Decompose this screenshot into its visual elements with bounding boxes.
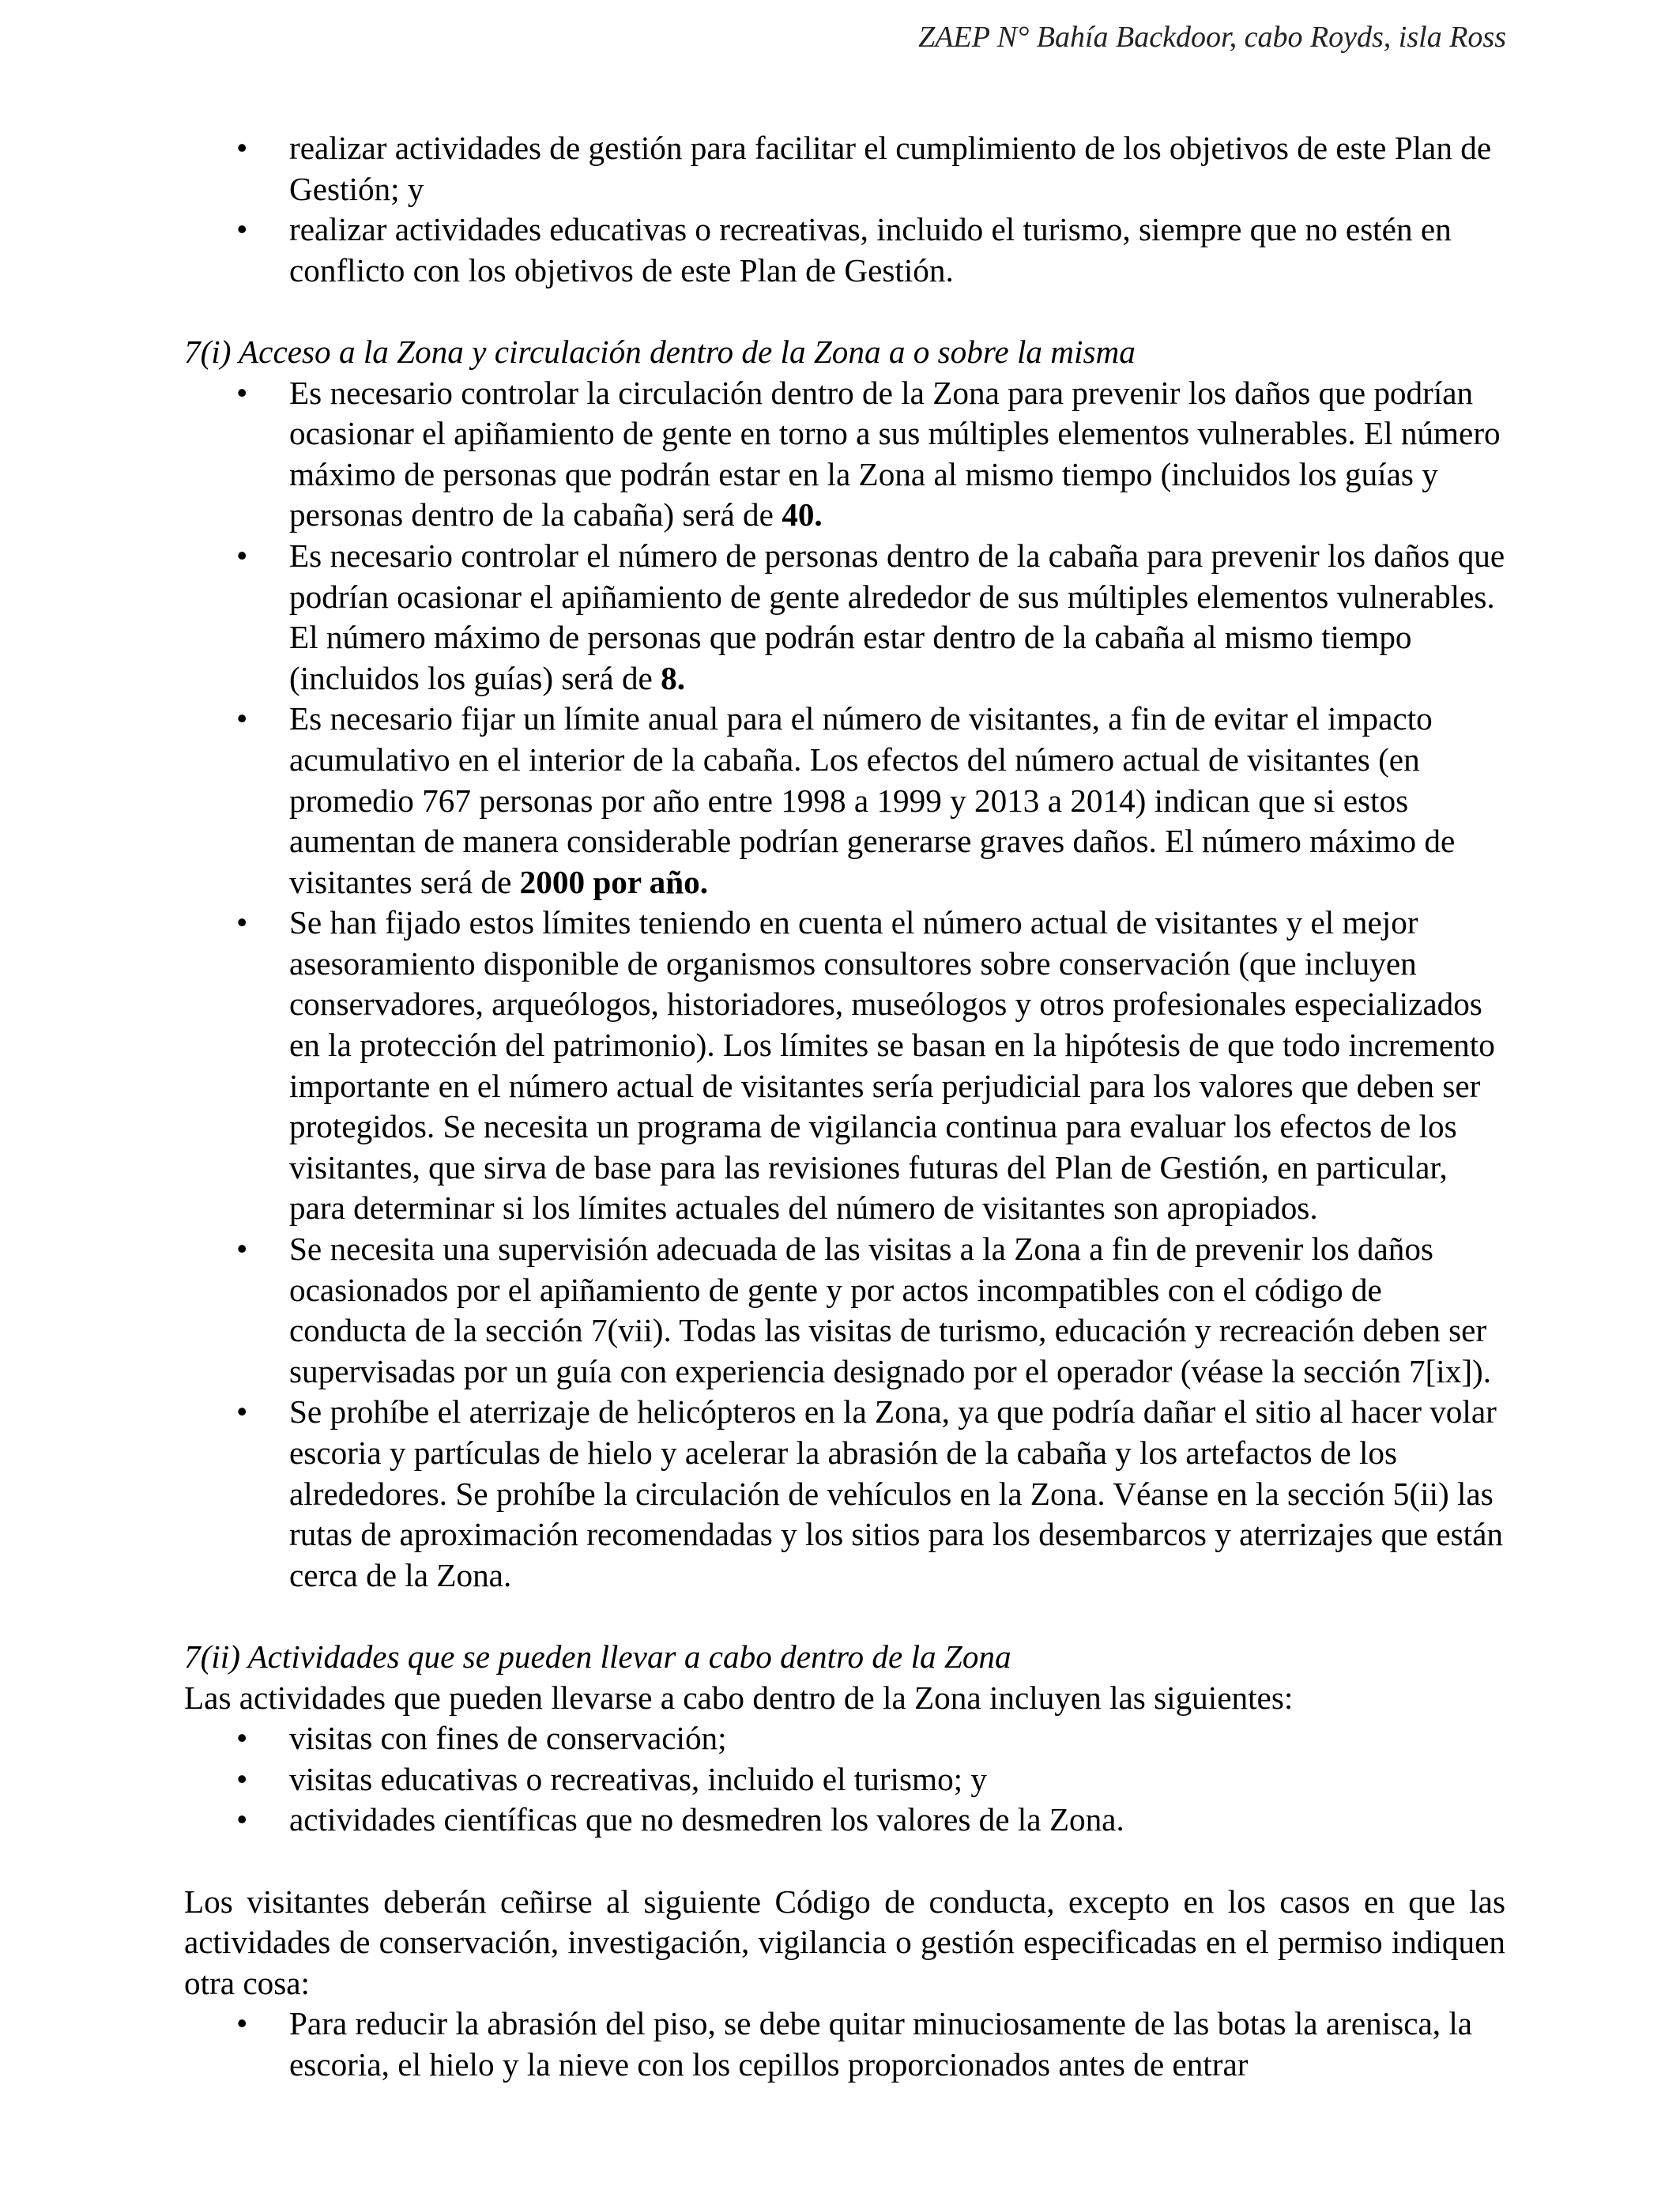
list-item bbox=[184, 903, 1505, 1229]
running-header: ZAEP N° Bahía Backdoor, cabo Royds, isla Ross bbox=[918, 21, 1506, 54]
list-item bbox=[184, 373, 1505, 536]
item-text: Es necesario controlar el número de personas dentro de la cabaña para prevenir los daños que podrían ocasionar el apiñamiento de gente alrededor de sus múltiples elementos vulnerables. El número máximo de personas que podrán estar dentro de la cabaña al mismo tiempo (incluidos los guías) será de bbox=[289, 537, 1505, 696]
list-item bbox=[184, 536, 1505, 699]
list-item: • actividades científicas que no desmedren los valores de la Zona. bbox=[184, 1800, 1505, 1841]
list-item: • Para reducir la abrasión del piso, se debe quitar minuciosamente de las botas la arenisca, la escoria, el hielo y la nieve con los cepillos proporcionados antes de entrar bbox=[184, 2004, 1505, 2085]
item-text: Es necesario fijar un límite anual para el número de visitantes, a fin de evitar el impacto acumulativo en el interior de la cabaña. Los efectos del número actual de visitantes (en promedio 767 personas por año entre 1998 a 1999 y 2013 a 2014) indican que si estos aumentan de manera considerable podrían generarse graves daños. El número máximo de visitantes será de bbox=[289, 700, 1456, 900]
item-bold-value: 2000 por año. bbox=[519, 863, 709, 900]
item-text: Se han fijado estos límites teniendo en cuenta el número actual de visitantes y el mejor asesoramiento disponible de organismos consultores sobre conservación (que incluyen conservadores, arqueólogos, historiadores, museólogos y otros profesionales especializados en la protección del patrimonio). Los límites se basan en la hipótesis de que todo incremento importante en el número actual de visitantes sería perjudicial para los valores que deben ser protegidos. Se necesita un programa de vigilancia continua para evaluar los efectos de los visitantes, que sirva de base para las revisiones futuras del Plan de Gestión, en particular, para determinar si los límites actuales del número de visitantes son apropiados. bbox=[289, 904, 1495, 1227]
item-text: Se necesita una supervisión adecuada de las visitas a la Zona a fin de prevenir los daños ocasionados por el apiñamiento de gente y por actos incompatibles con el código de conducta de la sección 7(vii). Todas las visitas de turismo, educación y recreación deben ser supervisadas por un guía con experiencia designado por el operador (véase la sección 7[ix]). bbox=[289, 1231, 1492, 1389]
list-item bbox=[184, 1392, 1505, 1596]
list-item bbox=[184, 699, 1505, 903]
item-text: Es necesario controlar la circulación dentro de la Zona para prevenir los daños que podrían ocasionar el apiñamiento de gente en torno a sus múltiples elementos vulnerables. El número máximo de personas que podrán estar en la Zona al mismo tiempo (incluidos los guías y personas dentro de la cabaña) será de bbox=[289, 374, 1501, 533]
list-item: • realizar actividades de gestión para facilitar el cumplimiento de los objetivos de este Plan de Gestión; y bbox=[184, 128, 1505, 209]
item-bold-value: 8. bbox=[661, 659, 686, 696]
list-item: • visitas con fines de conservación; bbox=[184, 1718, 1505, 1759]
document-body bbox=[184, 128, 1505, 2086]
section-heading-7i: 7(i) Acceso a la Zona y circulación dentro de la Zona a o sobre la misma bbox=[184, 333, 1136, 370]
section-heading-7ii: 7(ii) Actividades que se pueden llevar a cabo dentro de la Zona bbox=[184, 1638, 1011, 1675]
conduct-paragraph: Los visitantes deberán ceñirse al siguiente Código de conducta, excepto en los casos en que las actividades de conservación, investigación, vigilancia o gestión especificadas en el permiso indiquen otra cosa: bbox=[184, 1883, 1505, 2001]
item-text: Se prohíbe el aterrizaje de helicópteros en la Zona, ya que podría dañar el sitio al hacer volar escoria y partículas de hielo y acelerar la abrasión de la cabaña y los artefactos de los alrededores. Se prohíbe la circulación de vehículos en la Zona. Véanse en la sección 5(ii) las rutas de aproximación recomendadas y los sitios para los desembarcos y aterrizajes que están cerca de la Zona. bbox=[289, 1393, 1503, 1593]
item-bold-value: 40. bbox=[782, 496, 823, 533]
list-item: • realizar actividades educativas o recreativas, incluido el turismo, siempre que no estén en conflicto con los objetivos de este Plan de Gestión. bbox=[184, 209, 1505, 291]
section-7ii-intro: Las actividades que pueden llevarse a cabo dentro de la Zona incluyen las siguientes: bbox=[184, 1679, 1294, 1716]
intro-bullet-list bbox=[184, 128, 1505, 291]
list-item: • visitas educativas o recreativas, incluido el turismo; y bbox=[184, 1759, 1505, 1800]
section-7i-list bbox=[184, 373, 1505, 1596]
conduct-list bbox=[184, 2004, 1505, 2085]
list-item bbox=[184, 1229, 1505, 1392]
section-7ii-list bbox=[184, 1718, 1505, 1841]
